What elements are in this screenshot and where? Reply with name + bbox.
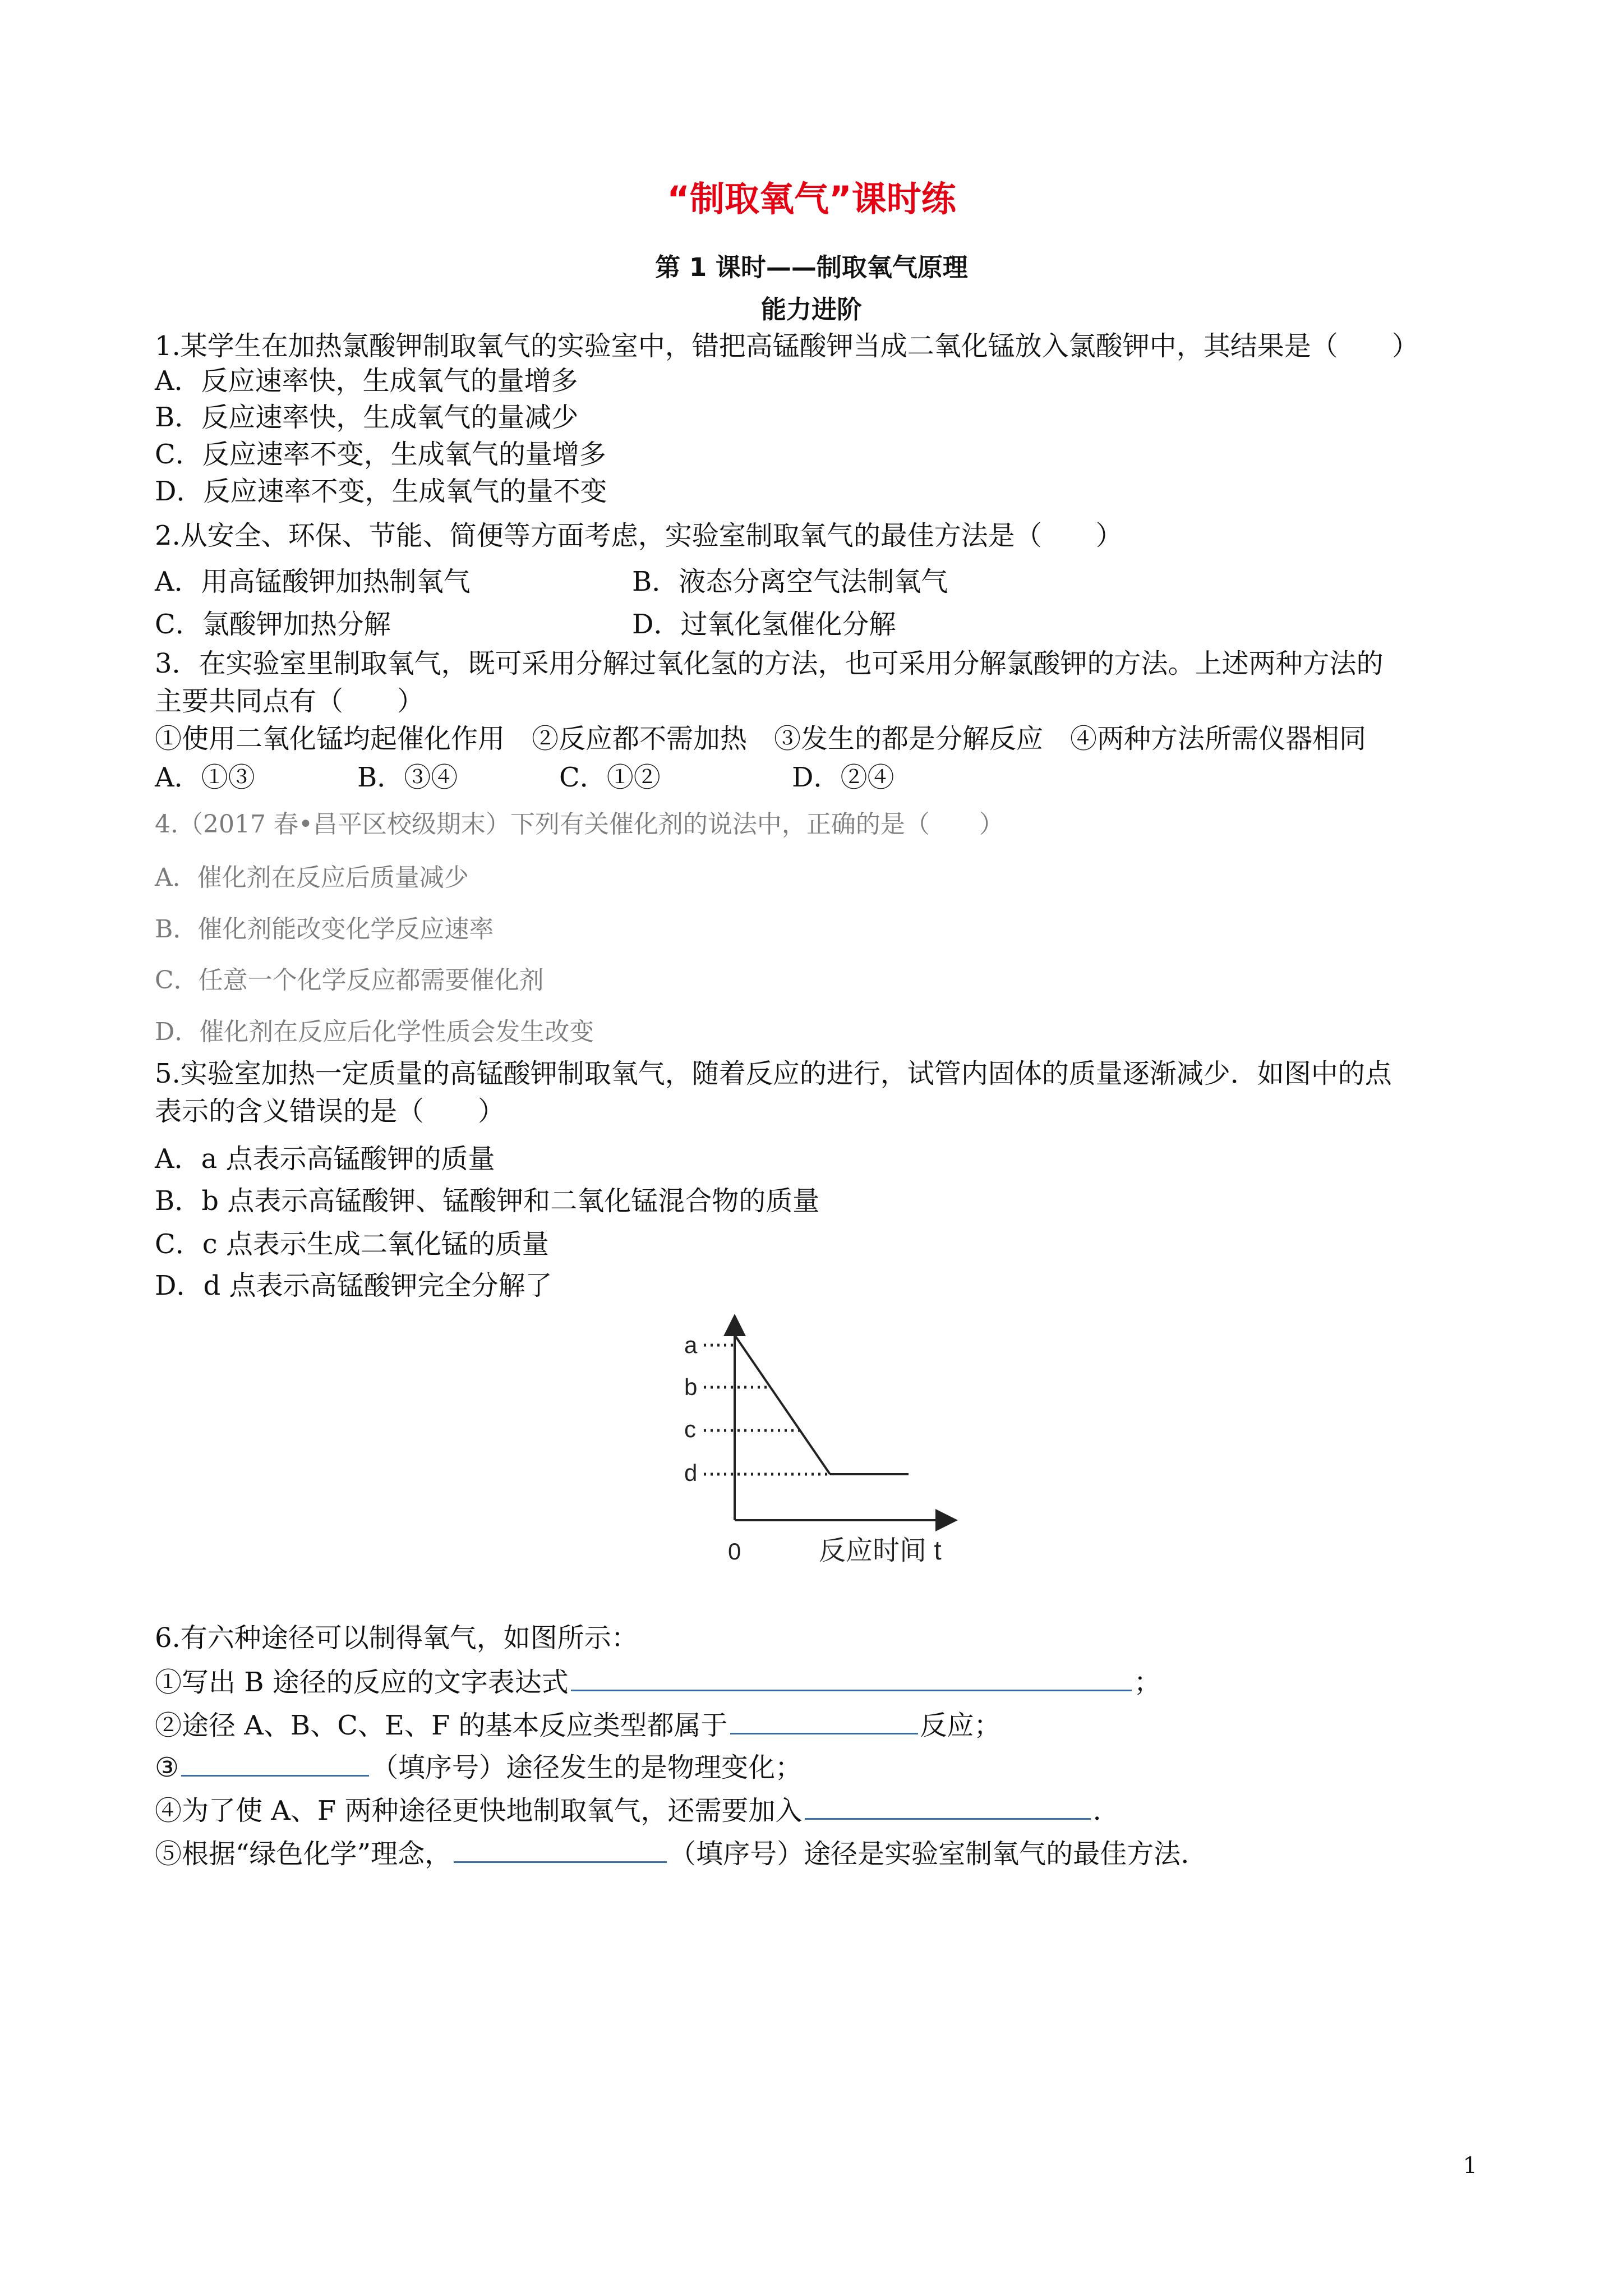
q5-option-d: D．d 点表示高锰酸钾完全分解了 [155, 1270, 552, 1301]
q6-sub2-end: 反应； [920, 1710, 1001, 1741]
q6-stem: 6.有六种途径可以制得氧气，如图所示： [155, 1622, 638, 1654]
page-title: “制取氧气”课时练 [667, 178, 956, 219]
q4-option-d: D．催化剂在反应后化学性质会发生改变 [155, 1018, 594, 1046]
q6-sub4-blank[interactable] [805, 1792, 1091, 1820]
q2-option-b: B．液态分离空气法制氧气 [632, 566, 948, 597]
q6-sub3-blank[interactable] [181, 1749, 369, 1777]
label-d: d [684, 1460, 698, 1486]
q6-sub2 [155, 1707, 1001, 1742]
q3-option-a: A．①③ [155, 762, 255, 793]
decline-line [735, 1335, 830, 1474]
q6-sub1-text: ①写出 B 途径的反应的文字表达式 [155, 1667, 569, 1698]
q1-option-d: D．反应速率不变，生成氧气的量不变 [155, 476, 607, 507]
q6-sub1-end: ； [1133, 1667, 1161, 1698]
q6-sub5 [155, 1835, 1189, 1871]
label-b: b [684, 1374, 698, 1400]
q1-option-c: C．反应速率不变，生成氧气的量增多 [155, 439, 606, 470]
mass-vs-time-graph [662, 1313, 976, 1571]
q6-sub3 [155, 1749, 802, 1784]
q1-option-a: A．反应速率快，生成氧气的量增多 [155, 365, 578, 397]
origin-label: 0 [728, 1538, 741, 1565]
q6-sub5-end: （填序号）途径是实验室制氧气的最佳方法. [669, 1838, 1189, 1870]
q4-stem: 4.（2017 春•昌平区校级期末）下列有关催化剂的说法中，正确的是（ ） [155, 810, 1004, 839]
q2-stem: 2.从安全、环保、节能、简便等方面考虑，实验室制取氧气的最佳方法是（ ） [155, 520, 1123, 551]
q2-option-c: C．氯酸钾加热分解 [155, 609, 391, 640]
section-heading: 能力进阶 [760, 295, 862, 324]
q3-option-d: D．②④ [792, 762, 895, 793]
q3-option-c: C．①② [559, 762, 661, 793]
q5-stem-line1: 5.实验室加热一定质量的高锰酸钾制取氧气，随着反应的进行，试管内固体的质量逐渐减少．如图中的点 [155, 1058, 1392, 1089]
q5-option-b: B．b 点表示高锰酸钾、锰酸钾和二氧化锰混合物的质量 [155, 1185, 820, 1217]
q6-sub1 [155, 1664, 1161, 1699]
q1-option-b: B．反应速率快，生成氧气的量减少 [155, 402, 579, 433]
q6-sub5-text: ⑤根据“绿色化学”理念， [155, 1838, 452, 1870]
lesson-subtitle: 第 1 课时——制取氧气原理 [655, 252, 968, 282]
q6-sub4 [155, 1792, 1101, 1828]
label-c: c [684, 1416, 696, 1442]
q6-sub3-end: （填序号）途径发生的是物理变化； [371, 1752, 803, 1783]
q3-option-b: B．③④ [357, 762, 458, 793]
q6-sub3-text: ③ [155, 1752, 179, 1783]
page-number: 1 [1463, 2153, 1477, 2179]
q5-option-a: A．a 点表示高锰酸钾的质量 [155, 1143, 495, 1175]
q6-sub5-blank[interactable] [454, 1835, 667, 1863]
q6-sub4-text: ④为了使 A、F 两种途径更快地制取氧气，还需要加入 [155, 1795, 803, 1826]
label-a: a [684, 1332, 698, 1358]
q2-option-d: D．过氧化氢催化分解 [632, 609, 896, 640]
q2-option-a: A．用高锰酸钾加热制氧气 [155, 566, 471, 597]
q3-stem-line1: 3．在实验室里制取氧气，既可采用分解过氧化氢的方法，也可采用分解氯酸钾的方法。上述两种方法的 [155, 648, 1384, 679]
q3-stem-line2: 主要共同点有（ ） [155, 685, 425, 717]
q3-statements: ①使用二氧化锰均起催化作用 ②反应都不需加热 ③发生的都是分解反应 ④两种方法所需仪器相同 [155, 723, 1367, 754]
q5-stem-line2: 表示的含义错误的是（ ） [155, 1096, 505, 1127]
q4-option-a: A．催化剂在反应后质量减少 [155, 863, 469, 892]
q6-sub1-blank[interactable] [571, 1664, 1132, 1691]
q6-sub4-end: . [1092, 1795, 1101, 1826]
q6-sub2-blank[interactable] [730, 1707, 918, 1734]
q1-stem: 1.某学生在加热氯酸钾制取氧气的实验室中，错把高锰酸钾当成二氧化锰放入氯酸钾中，其结果是（ ） [155, 330, 1419, 362]
q5-option-c: C．c 点表示生成二氧化锰的质量 [155, 1228, 549, 1260]
q4-option-c: C．任意一个化学反应都需要催化剂 [155, 966, 544, 995]
q4-option-b: B．催化剂能改变化学反应速率 [155, 915, 494, 944]
x-axis-label: 反应时间 t [819, 1536, 942, 1566]
q6-sub2-text: ②途径 A、B、C、E、F 的基本反应类型都属于 [155, 1710, 728, 1741]
